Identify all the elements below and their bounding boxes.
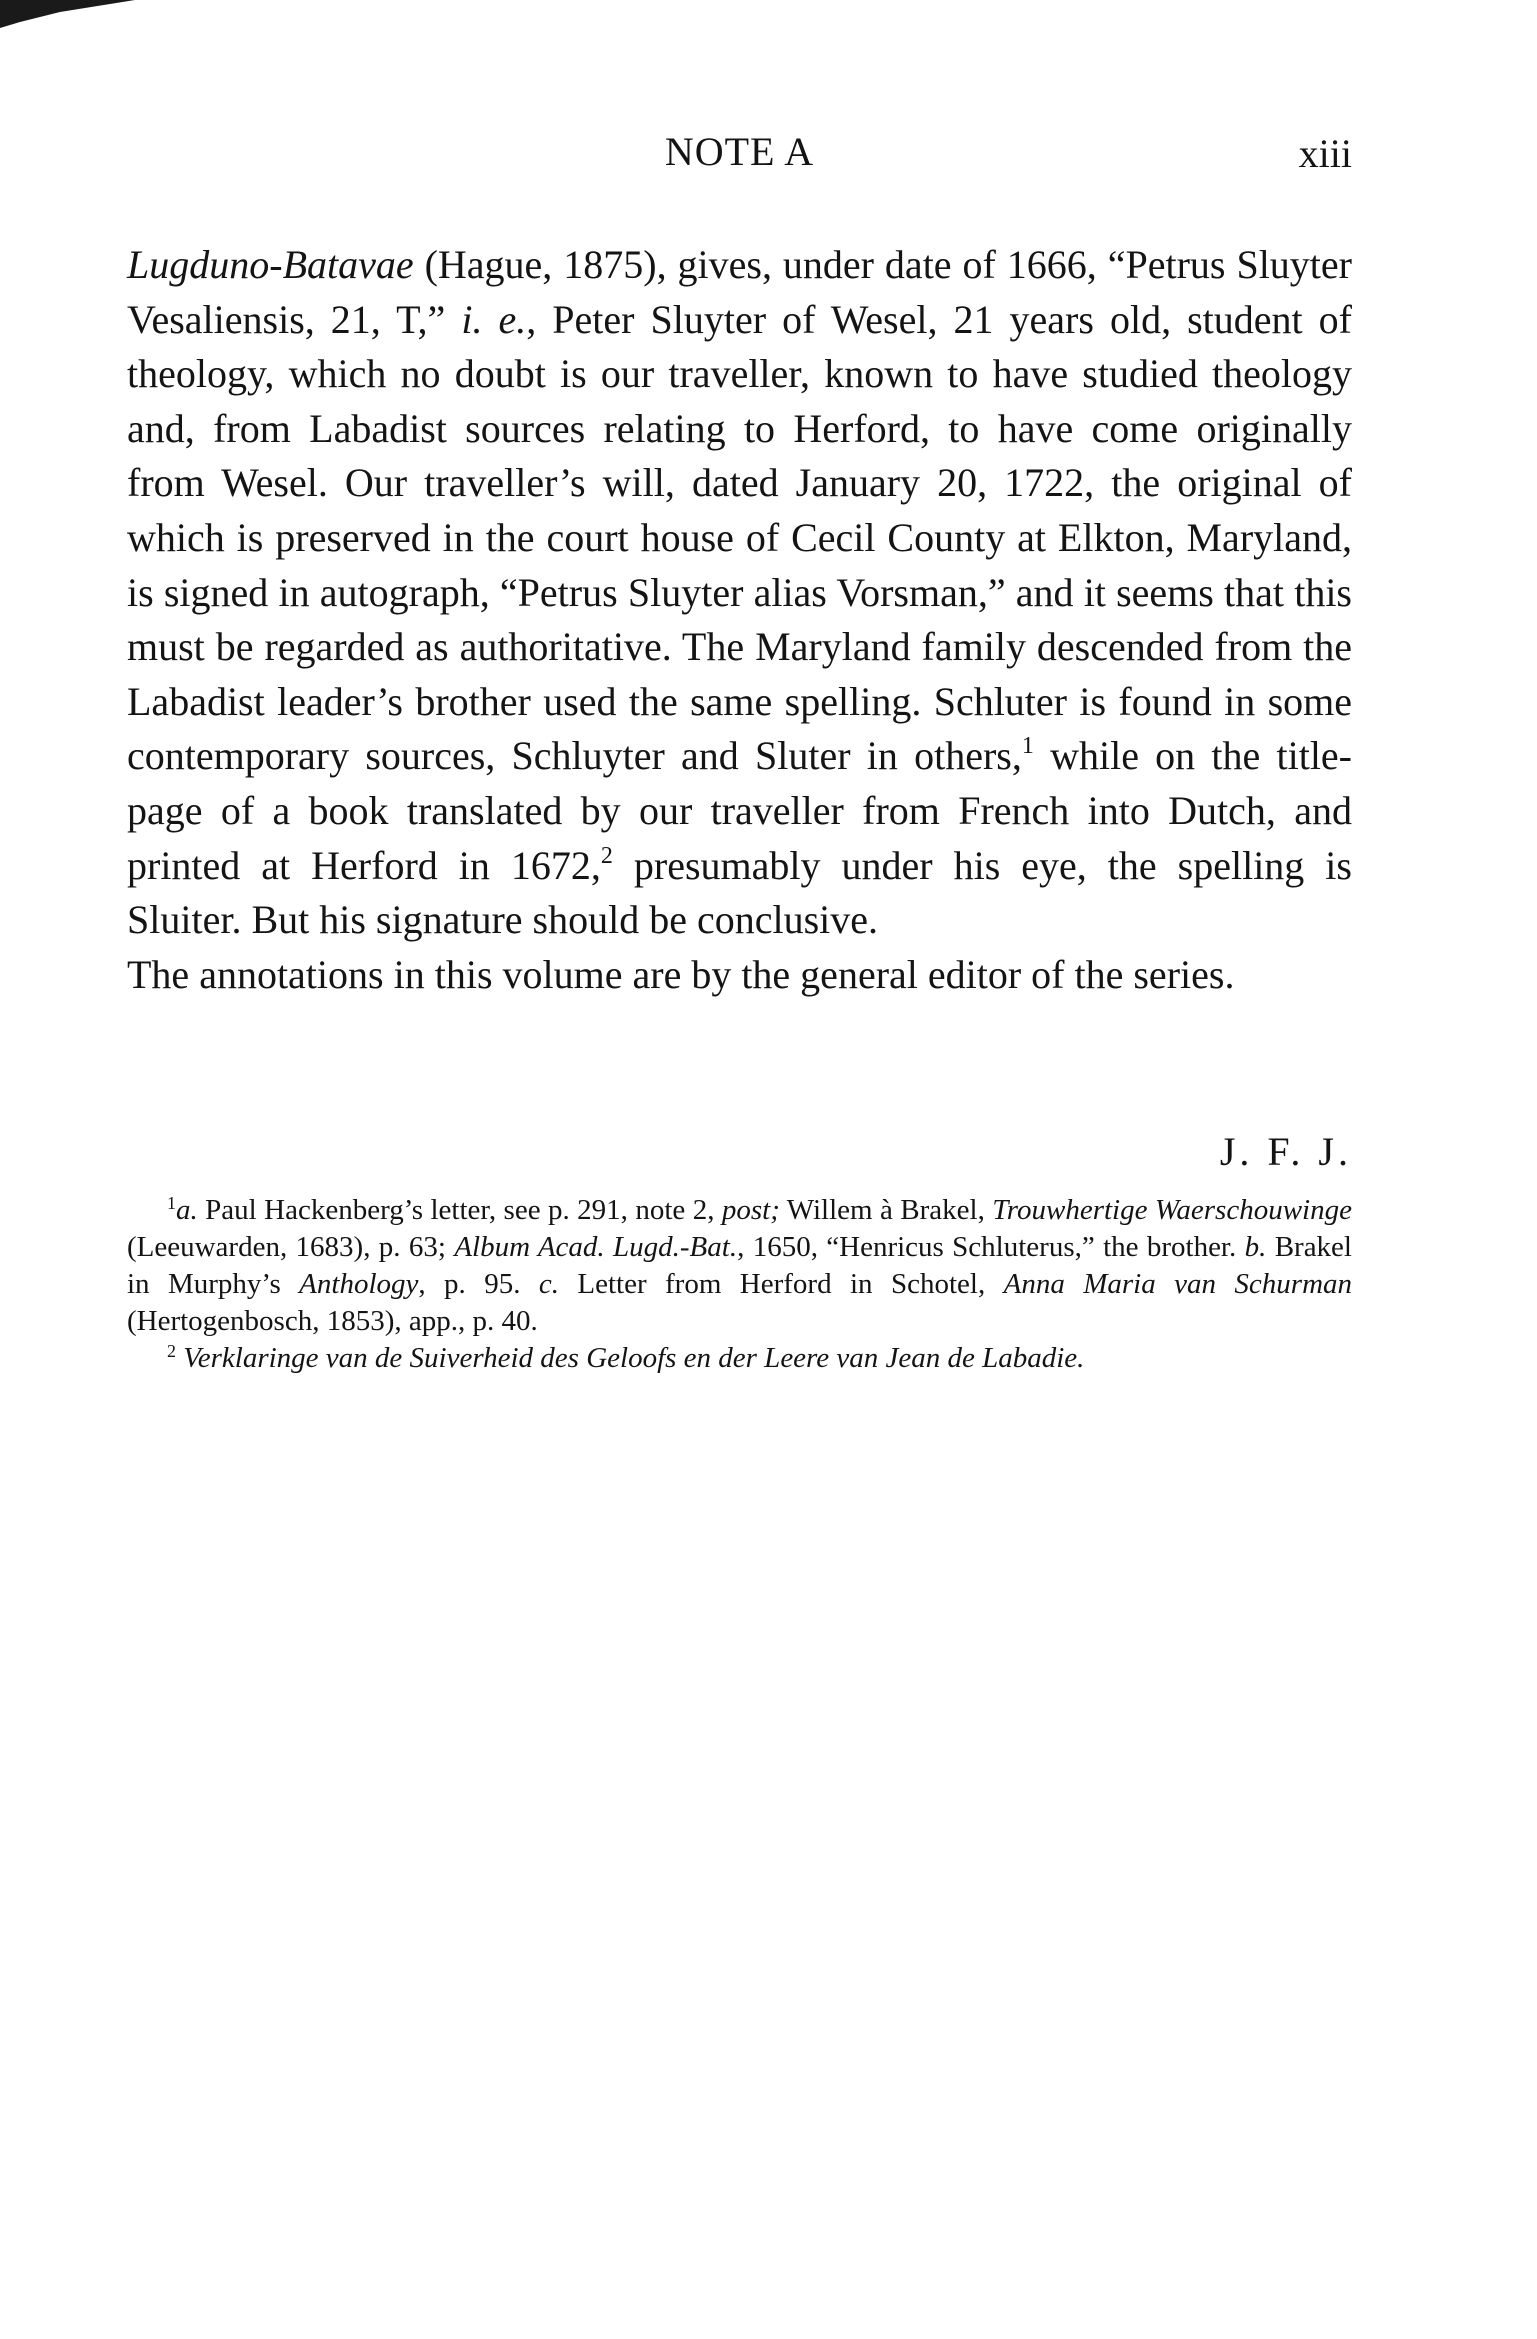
text-run: Willem à Brakel, [779,1194,993,1226]
scan-edge-mark [0,0,135,30]
text-run: Brakel in Murphy’s [127,1231,1352,1300]
italic-run: Anthology [299,1268,419,1300]
italic-title: Lugduno-Batavae [127,242,414,287]
text-run: (Hague, 1875), gives, under date of 1666, “Petrus Sluyter Vesaliensis, 21, T,” [127,242,1352,342]
text-run: , p. 95. [418,1268,539,1300]
text-run: Paul Hackenberg’s letter, see p. 291, note 2, [197,1194,722,1226]
item-label: b. [1244,1231,1267,1263]
italic-run: Trouwhertige Waerschouwinge [992,1194,1352,1226]
footnotes [127,1192,1352,1377]
footnote-ref-2: 2 [600,842,613,869]
text-run: while on the title-page of a book translated by our traveller from French into Dutch, and printed at Herford in 1672, [127,733,1353,888]
footnote-mark: 2 [167,1341,176,1361]
running-title: NOTE A [664,129,815,174]
page-header [127,128,1352,188]
paragraph-1 [127,238,1352,948]
item-label: c. [538,1268,559,1300]
text-run: (Leeuwarden, 1683), p. 63; [127,1231,455,1263]
paragraph-2: The annotations in this volume are by the general editor of the series. [127,951,1235,997]
body-text [127,238,1352,1002]
author-initials: J. F. J. [1219,1129,1352,1174]
text-run: , Peter Sluyter of Wesel, 21 years old, student of theology, which no doubt is our traveller, known to have studied theology and, from Labadist sources relating to Herford, to have come originally from Wesel. Our traveller’s will, dated January 20, 1722, the original of which is preserved in the court house of Cecil County at Elkton, Maryland, is signed in autograph, “Petrus Sluyter alias Vorsman,” and it seems that this must be regarded as authoritative. The Maryland family descended from the Labadist leader’s brother used the same spelling. Schluter is found in some contemporary sources, Schluyter and Sluter in others, [127,296,1353,779]
italic-run: post; [721,1194,780,1226]
text-run: , 1650, “Henricus Schluterus,” the brother. [737,1231,1245,1263]
italic-run: Verklaringe van de Suiverheid des Geloofs en der Leere van Jean de Labadie. [183,1342,1085,1374]
footnote-2 [127,1340,1352,1377]
footnote-1 [127,1192,1352,1340]
footnote-ref-1: 1 [1021,733,1034,760]
italic-run: Anna Maria van Schurman [1003,1268,1353,1300]
footnote-mark: 1 [167,1193,176,1213]
text-run: Letter from Herford in Schotel, [558,1268,1004,1300]
text-run: (Hertogenbosch, 1853), app., p. 40. [127,1305,538,1337]
item-label: a. [176,1194,198,1226]
text-run: presumably under his eye, the spelling is Sluiter. But his signature should be conclusive. [127,842,1352,943]
italic-run: Album Acad. Lugd.-Bat. [454,1231,738,1263]
italic-abbrev: i. e. [461,296,527,342]
page-number: xiii [1298,131,1352,176]
